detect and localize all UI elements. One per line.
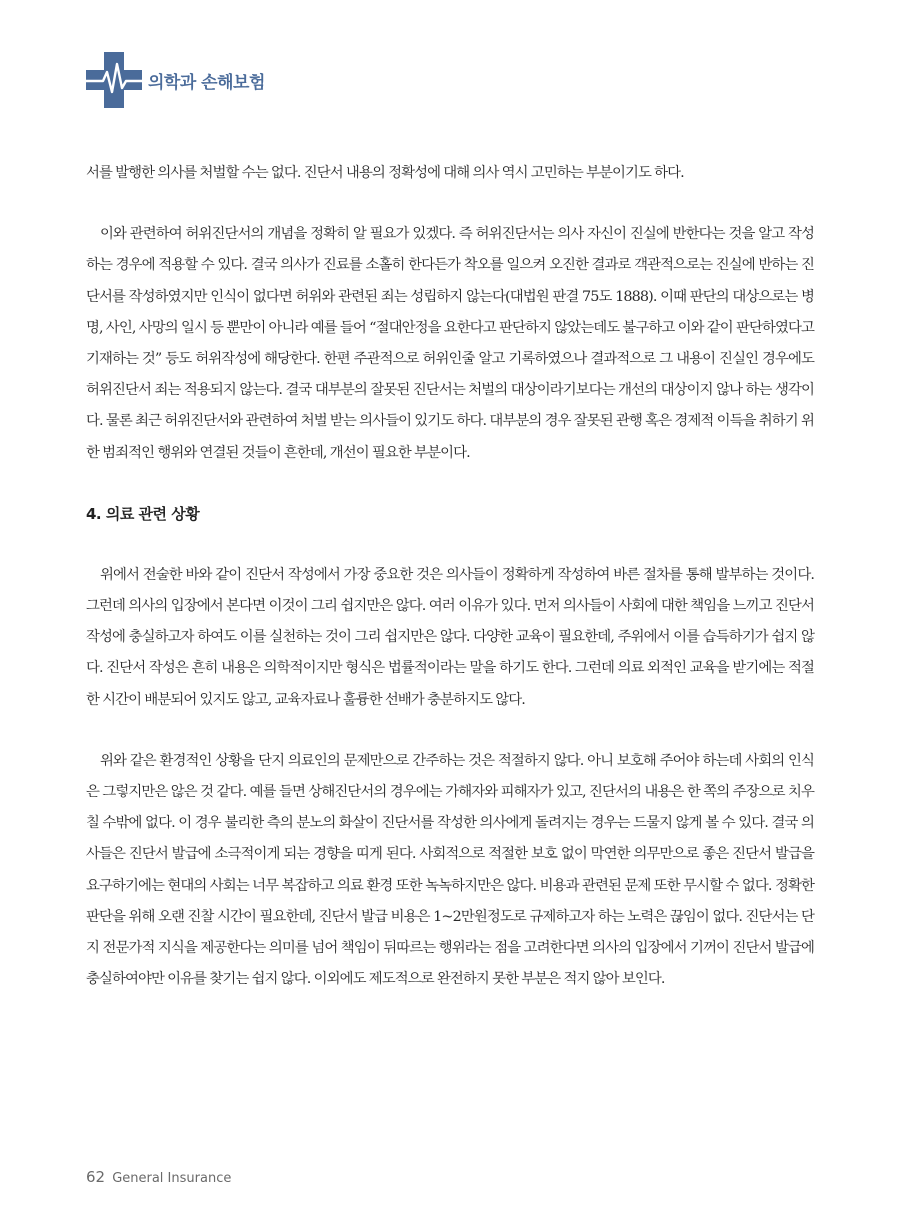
paragraph-2: 이와 관련하여 허위진단서의 개념을 정확히 알 필요가 있겠다. 즉 허위진단서는 의사 자신이 진실에 반한다는 것을 알고 작성하는 경우에 적용할 수 있다. 결국 의사가 진료를 소홀히 한다든가 착오를 일으켜 오진한 결과로 객관적으로는 진실에 반하는 진단서를 작성하였지만 인식이 없다면 허위와 관련된 죄는 성립하지 않는다(대법원 판결 75도 1888). 이때 판단의 대상으로는 병명, 사인, 사망의 일시 등 뿐만이 아니라 예를 들어 “절대안정을 요한다고 판단하지 않았는데도 불구하고 이와 같이 판단하였다고 기재하는 것” 등도 허위작성에 해당한다. 한편 주관적으로 허위인줄 알고 기록하였으나 결과적으로 그 내용이 진실인 경우에도 허위진단서 죄는 적용되지 않는다. 결국 대부분의 잘못된 진단서는 처벌의 대상이라기보다는 개선의 대상이지 않나 하는 생각이다. 물론 최근 허위진단서와 관련하여 처벌 받는 의사들이 있기도 하다. 대부분의 경우 잘못된 관행 혹은 경제적 이득을 취하기 위한 범죄적인 행위와 연결된 것들이 흔한데, 개선이 필요한 부분이다. xyxy=(86,226,814,461)
paragraph-3: 위에서 전술한 바와 같이 진단서 작성에서 가장 중요한 것은 의사들이 정확하게 작성하여 바른 절차를 통해 발부하는 것이다. 그런데 의사의 입장에서 본다면 이것이 그리 쉽지만은 않다. 여러 이유가 있다. 먼저 의사들이 사회에 대한 책임을 느끼고 진단서 작성에 충실하고자 하여도 이를 실천하는 것이 그리 쉽지만은 않다. 다양한 교육이 필요한데, 주위에서 이를 습득하기가 쉽지 않다. 진단서 작성은 흔히 내용은 의학적이지만 형식은 법률적이라는 말을 하기도 한다. 그런데 의료 외적인 교육을 받기에는 적절한 시간이 배분되어 있지도 않고, 교육자료나 훌륭한 선배가 충분하지도 않다. xyxy=(86,566,814,708)
paragraph-1: 서를 발행한 의사를 처벌할 수는 없다. 진단서 내용의 정확성에 대해 의사 역시 고민하는 부분이기도 하다. xyxy=(86,165,684,181)
article-body xyxy=(86,158,814,995)
paragraph-4: 위와 같은 환경적인 상황을 단지 의료인의 문제만으로 간주하는 것은 적절하지 않다. 아니 보호해 주어야 하는데 사회의 인식은 그렇지만은 않은 것 같다. 예를 들면 상해진단서의 경우에는 가해자와 피해자가 있고, 진단서의 내용은 한 쪽의 주장으로 치우칠 수밖에 없다. 이 경우 불리한 측의 분노의 화살이 진단서를 작성한 의사에게 돌려지는 경우는 드물지 않게 볼 수 있다. 결국 의사들은 진단서 발급에 소극적이게 되는 경향을 띠게 된다. 사회적으로 적절한 보호 없이 막연한 의무만으로 좋은 진단서 발급을 요구하기에는 현대의 사회는 너무 복잡하고 의료 환경 또한 녹녹하지만은 않다. 비용과 관련된 문제 또한 무시할 수 없다. 정확한 판단을 위해 오랜 진찰 시간이 필요한데, 진단서 발급 비용은 1~2만원정도로 규제하고자 하는 노력은 끊임이 없다. 진단서는 단지 전문가적 지식을 제공한다는 의미를 넘어 책임이 뒤따르는 행위라는 점을 고려한다면 의사의 입장에서 기꺼이 진단서 발급에 충실하여야만 이유를 찾기는 쉽지 않다. 이외에도 제도적으로 완전하지 못한 부분은 적지 않아 보인다. xyxy=(86,752,814,988)
section-heading: 4. 의료 관련 상황 xyxy=(86,504,200,523)
page-number: 62 xyxy=(86,1168,106,1186)
page-footer xyxy=(86,1167,231,1186)
page-header xyxy=(86,52,486,108)
publication-name: General Insurance xyxy=(112,1171,232,1186)
medical-cross-heartbeat-icon xyxy=(86,52,142,108)
header-title: 의학과 손해보험 xyxy=(148,73,265,93)
